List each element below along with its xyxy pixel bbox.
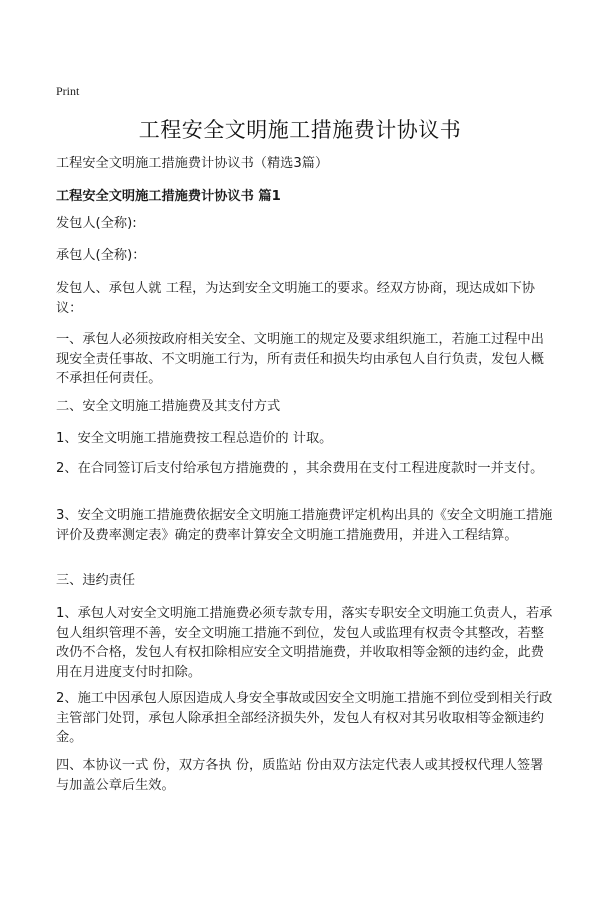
clause-2-title: 二、安全文明施工措施费及其支付方式 [56,399,281,414]
party-b-line: 承包人(全称)： [56,248,146,263]
intro-paragraph: 发包人、承包人就 工程，为达到安全文明施工的要求。经双方协商，现达成如下协议： [56,281,535,316]
document-title: 工程安全文明施工措施费计协议书 [138,118,462,142]
clause-3-item-2: 2、施工中因承包人原因造成人身安全事故或因安全文明施工措施不到位受到相关行政主管部门处罚，承包人除承担全部经济损失外，发包人有权对其另收取相等金额违约金。 [56,691,553,745]
clause-2-item-3: 3、安全文明施工措施费依据安全文明施工措施费评定机构出具的《安全文明施工措施评价及费率测定表》确定的费率计算安全文明施工措施费用，并进入工程结算。 [56,508,553,543]
clause-2-item-2: 2、在合同签订后支付给承包方措施费的 ，其余费用在支付工程进度款时一并支付。 [56,461,544,476]
clause-4-paragraph: 四、本协议一式 份，双方各执 份，质监站 份由双方法定代表人或其授权代理人签署与加盖公章后生效。 [56,758,544,793]
clause-2-item-1: 1、安全文明施工措施费按工程总造价的 计取。 [56,431,333,446]
clause-3-title: 三、违约责任 [56,573,136,588]
document-subtitle: 工程安全文明施工措施费计协议书（精选3篇） [56,156,329,171]
party-a-line: 发包人(全称): [56,216,137,231]
print-label: Print [56,84,80,98]
clause-1-paragraph: 一、承包人必须按政府相关安全、文明施工的规定及要求组织施工，若施工过程中出现安全责任事故、不文明施工行为，所有责任和损失均由承包人自行负责，发包人概不承担任何责任。 [56,332,544,386]
clause-3-item-1: 1、承包人对安全文明施工措施费必须专款专用，落实专职安全文明施工负责人，若承包人组织管理不善，安全文明施工措施不到位，发包人或监理有权责令其整改，若整改仍不合格，发包人有权扣除相应安全文明措施费，并收取相等金额的违约金，此费用在月进度支付时扣除。 [56,606,553,680]
section-heading: 工程安全文明施工措施费计协议书 篇1 [56,189,281,204]
